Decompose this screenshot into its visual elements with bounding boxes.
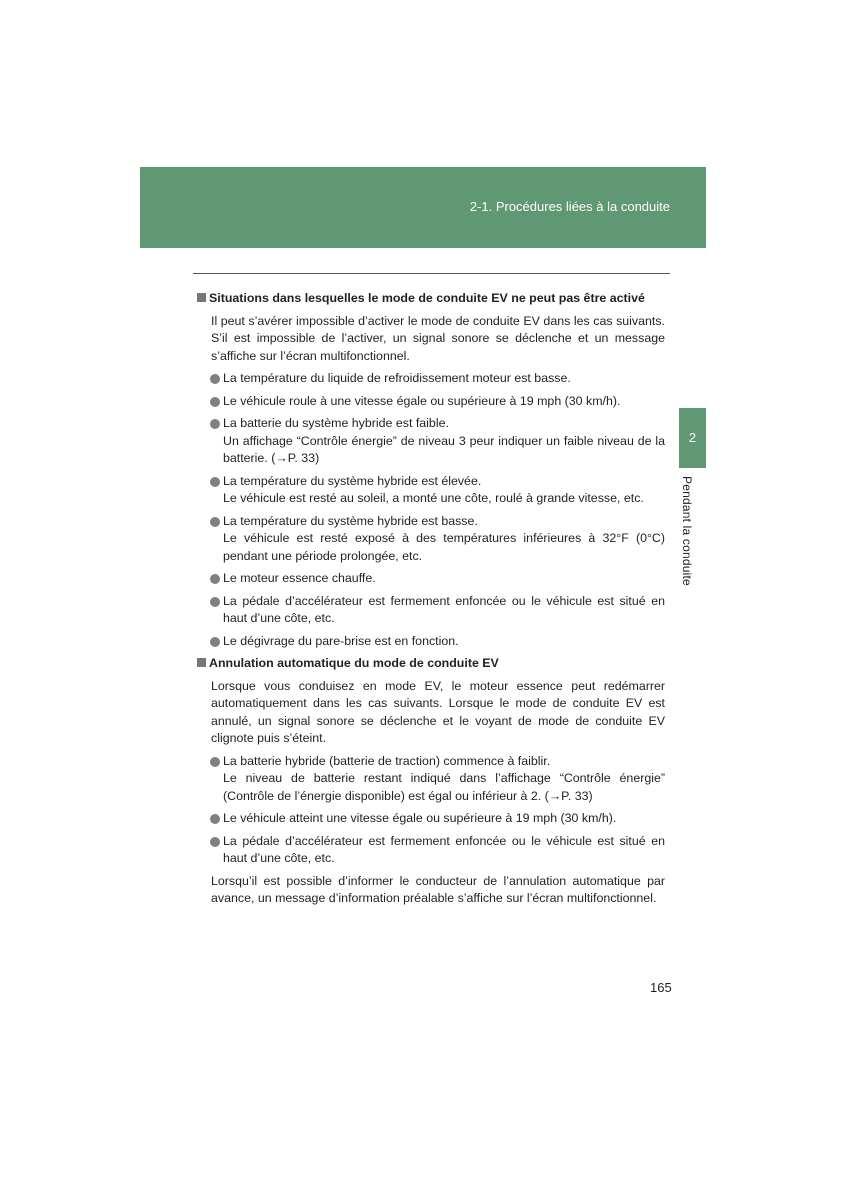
list-item-text: Le véhicule atteint une vitesse égale ou supérieure à 19 mph (30 km/h). xyxy=(223,811,617,825)
round-bullet-icon xyxy=(210,397,220,407)
list-item xyxy=(223,593,665,628)
list-item xyxy=(223,810,665,828)
list-item-text: La température du système hybride est élevée. xyxy=(223,473,482,488)
list-item xyxy=(223,833,665,868)
list-item-text: La température du système hybride est basse. xyxy=(223,513,478,528)
list-item xyxy=(223,370,665,388)
header-rule xyxy=(193,273,670,274)
section-paragraph: Lorsqu’il est possible d’informer le conducteur de l’annulation automatique par avance, un message d’information préalable s’affiche sur l’écran multifonctionnel. xyxy=(211,873,665,905)
list-item-detail: Un affichage “Contrôle énergie” de niveau 3 peur indiquer un faible niveau de la batterie. (→P. 33) xyxy=(223,433,665,465)
chapter-tab-label: Pendant la conduite xyxy=(680,476,694,586)
section-heading xyxy=(197,655,665,673)
list-item-detail: Le véhicule est resté au soleil, a monté une côte, roulé à grande vitesse, etc. xyxy=(223,491,644,505)
chapter-tab: 2 xyxy=(679,408,706,468)
round-bullet-icon xyxy=(210,814,220,824)
section-heading-text: Situations dans lesquelles le mode de conduite EV ne peut pas être activé xyxy=(209,291,645,305)
section-header-title: 2-1. Procédures liées à la conduite xyxy=(469,199,670,214)
list-item-detail: Le niveau de batterie restant indiqué dans l’affichage “Contrôle énergie” (Contrôle de l’énergie disponible) est égal ou inférieur à 2. (→P. 33) xyxy=(223,771,665,803)
list-item-text: La batterie du système hybride est faible. xyxy=(223,416,449,430)
list-item-text: Le véhicule roule à une vitesse égale ou supérieure à 19 mph (30 km/h). xyxy=(223,393,621,408)
round-bullet-icon xyxy=(210,637,220,647)
list-item-text: Le dégivrage du pare-brise est en fonction. xyxy=(223,633,459,648)
round-bullet-icon xyxy=(210,757,220,767)
list-item xyxy=(223,415,665,468)
square-bullet-icon xyxy=(197,658,206,667)
section-heading-text: Annulation automatique du mode de conduite EV xyxy=(209,656,499,670)
list-item xyxy=(223,570,665,588)
list-item xyxy=(223,393,665,411)
list-item-text: La batterie hybride (batterie de traction) commence à faiblir. xyxy=(223,753,551,768)
list-item-detail: Le véhicule est resté exposé à des températures inférieures à 32°F (0°C) pendant une période prolongée, etc. xyxy=(223,531,665,563)
round-bullet-icon xyxy=(210,517,220,527)
chapter-header-band xyxy=(140,167,706,248)
page-number: 165 xyxy=(650,980,672,995)
section-paragraph: Il peut s’avérer impossible d’activer le mode de conduite EV dans les cas suivants. S’il est impossible de l’activer, un signal sonore se déclenche et un message s’affiche sur l’écran multifonctionnel. xyxy=(211,313,665,363)
round-bullet-icon xyxy=(210,419,220,429)
section-paragraph: Lorsque vous conduisez en mode EV, le moteur essence peut redémarrer automatiquement dans les cas suivants. Lorsque le mode de conduite EV est annulé, un signal sonore se déclenche et le voyant de mode de conduite EV clignote puis s’éteint. xyxy=(211,678,665,745)
square-bullet-icon xyxy=(197,293,206,302)
list-item-text: La température du liquide de refroidissement moteur est basse. xyxy=(223,371,571,385)
list-item-text: La pédale d’accélérateur est fermement enfoncée ou le véhicule est situé en haut d’une côte, etc. xyxy=(223,593,665,625)
list-item xyxy=(223,473,665,508)
list-item xyxy=(223,633,665,651)
list-item xyxy=(223,513,665,566)
page-content xyxy=(197,290,665,913)
round-bullet-icon xyxy=(210,374,220,384)
round-bullet-icon xyxy=(210,477,220,487)
round-bullet-icon xyxy=(210,597,220,607)
list-item-text: La pédale d’accélérateur est fermement enfoncée ou le véhicule est situé en haut d’une côte, etc. xyxy=(223,833,665,865)
round-bullet-icon xyxy=(210,837,220,847)
section-heading xyxy=(197,290,665,308)
list-item xyxy=(223,753,665,806)
list-item-text: Le moteur essence chauffe. xyxy=(223,571,376,585)
round-bullet-icon xyxy=(210,574,220,584)
